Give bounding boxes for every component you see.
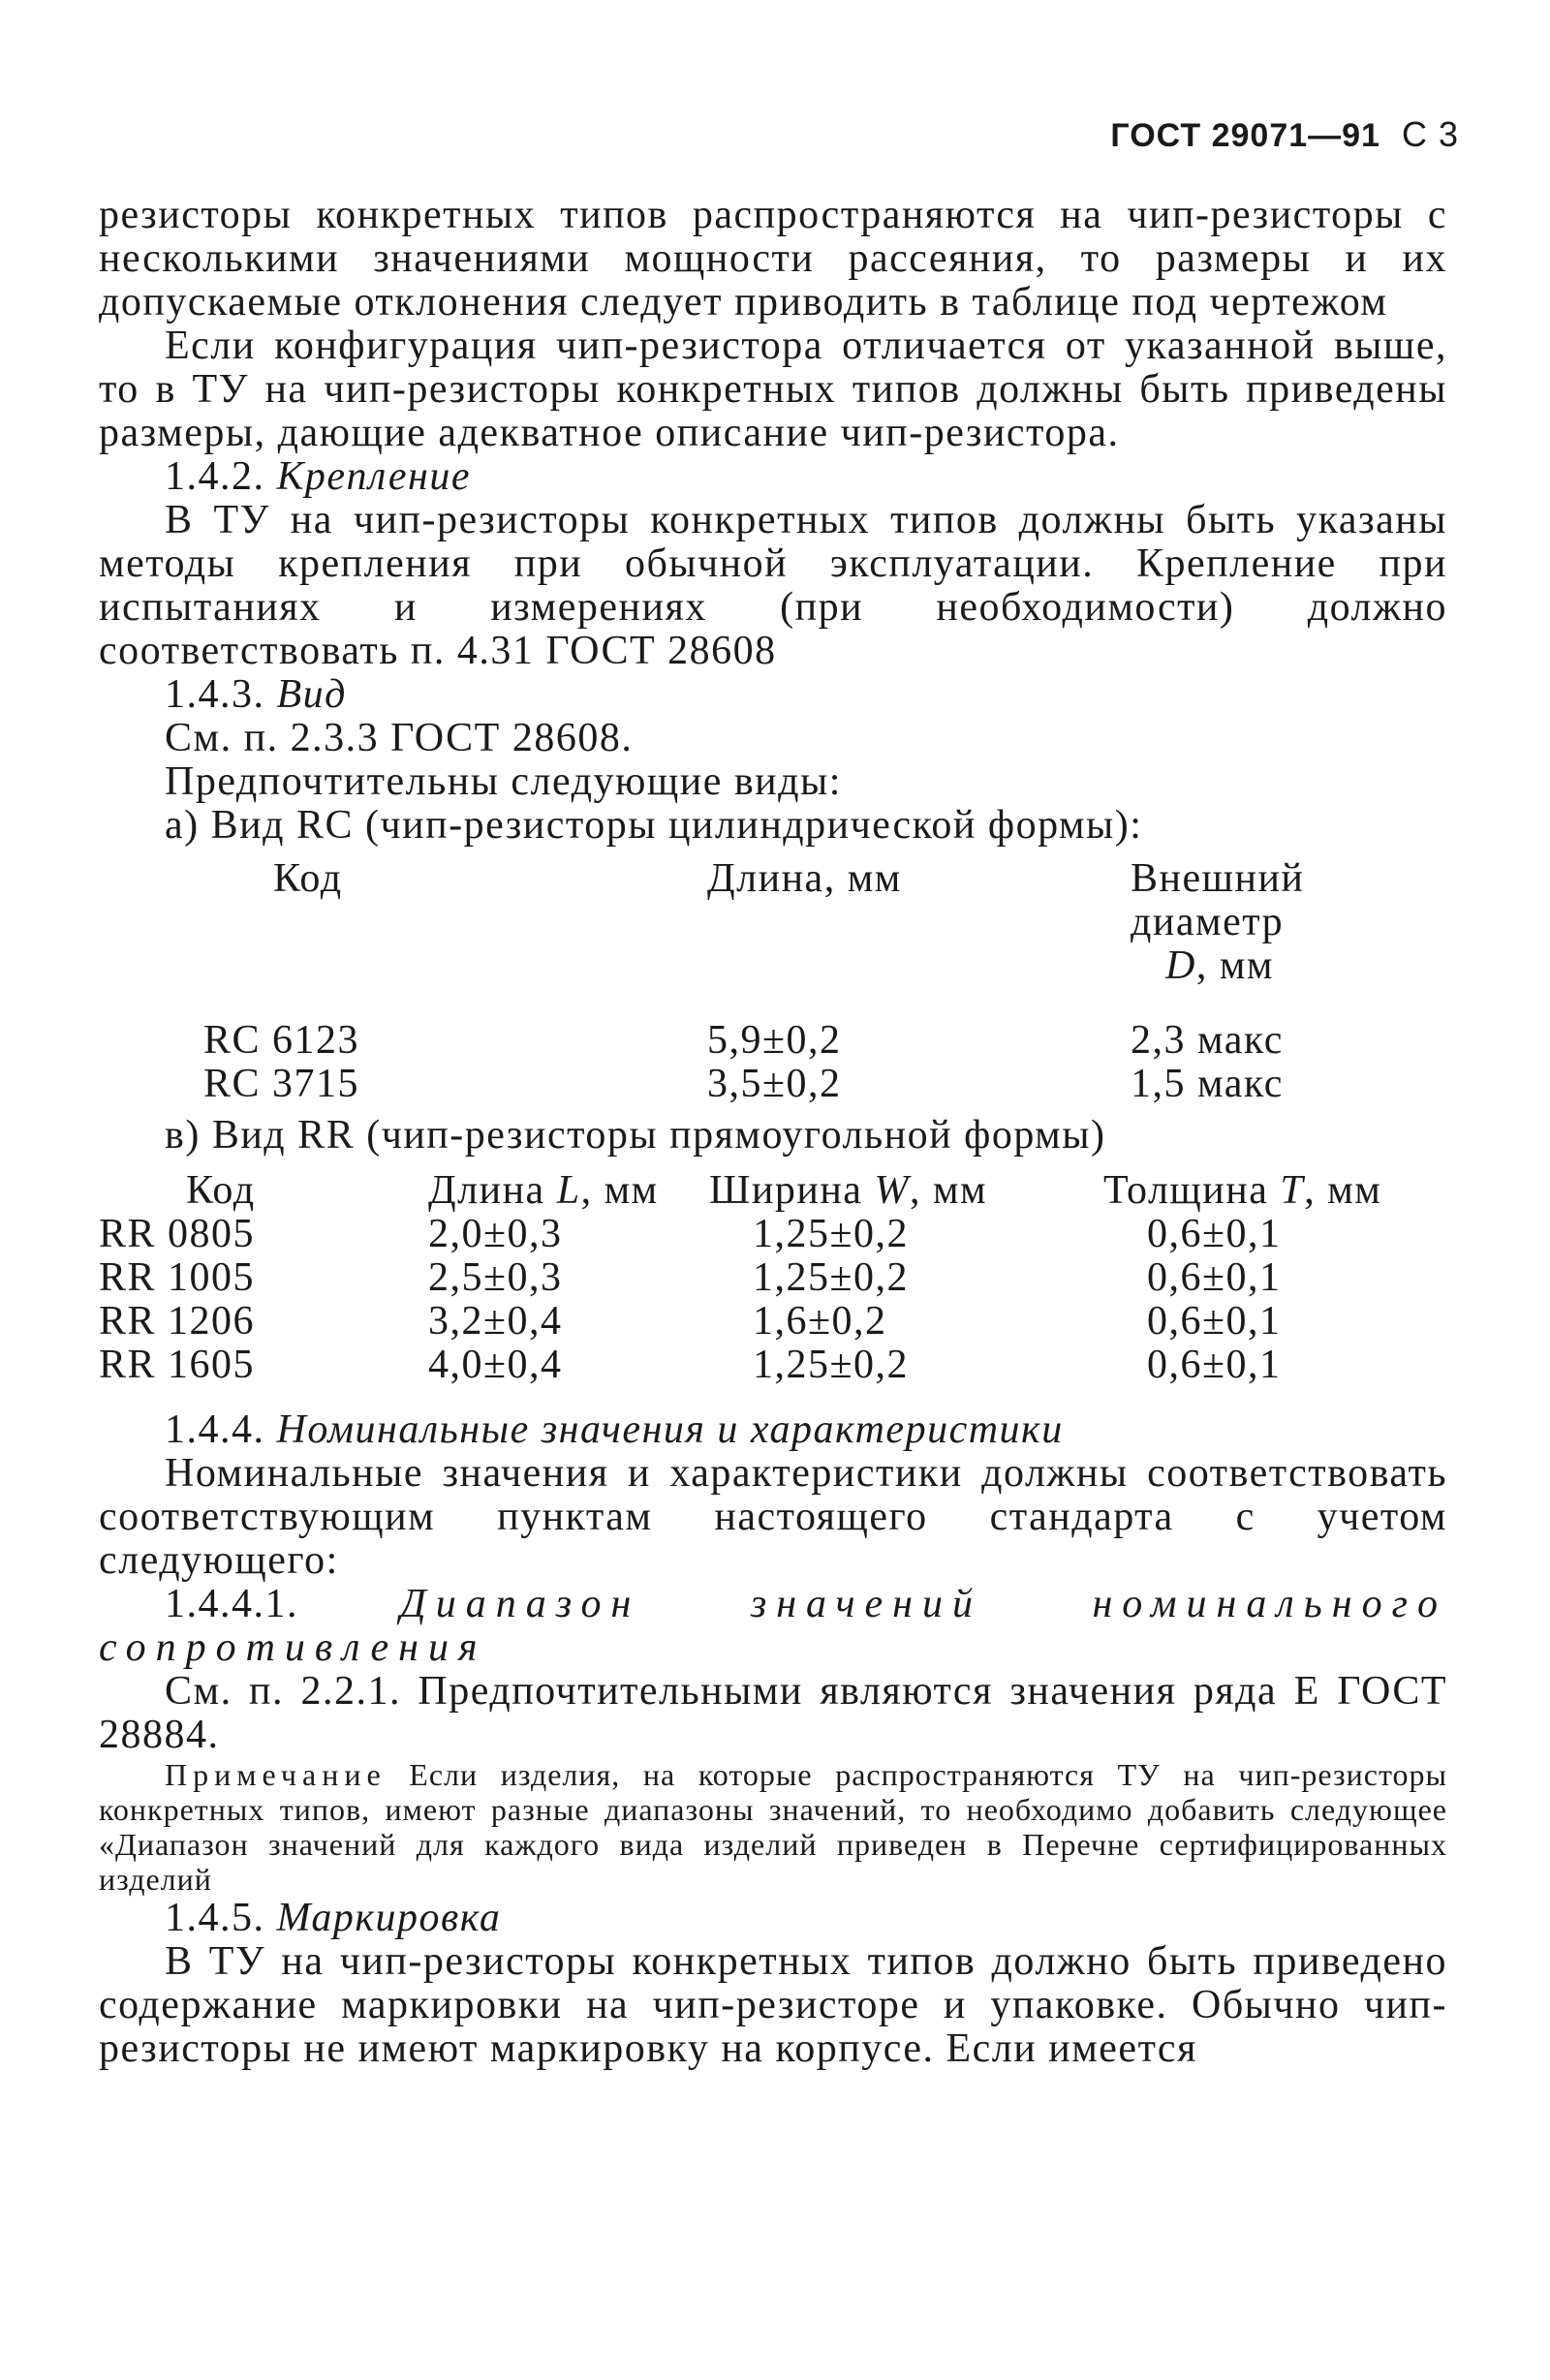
table-cell: 0,6±0,1 xyxy=(1147,1343,1282,1387)
section-number: 1.4.4.1. xyxy=(165,1582,298,1626)
paragraph: В ТУ на чип-резисторы конкретных типов должны быть указаны методы крепления при обычной эксплуатации. Крепление при испытаниях и измерениях (при необходимости) должно соответствовать п. 4.31 ГОСТ 28608 xyxy=(99,498,1447,673)
paragraph: Если конфигурация чип-резистора отличается от указанной выше, то в ТУ на чип-резисторы конкретных типов должны быть приведены размеры, дающие адекватное описание чип-резистора. xyxy=(99,324,1447,455)
paragraph: Предпочтительны следующие виды: xyxy=(165,759,842,804)
note-text: Если изделия, на которые распространяются ТУ на чип-резисторы конкретных типов, имеют разные диапазоны значений, то необходимо добавить следующее «Диапазон значений для каждого вида изделий приведен в Перечне сертифицированных изделий xyxy=(99,1757,1448,1897)
table-header-cell: Толщина T, мм xyxy=(1103,1168,1382,1213)
paragraph: в) Вид RR (чип-резисторы прямоугольной формы) xyxy=(165,1113,1106,1158)
section-title: Номинальные значения и характеристики xyxy=(276,1407,1064,1452)
table-row xyxy=(99,1300,1447,1344)
note-label: Примечание xyxy=(165,1757,387,1792)
table-row xyxy=(99,1063,1304,1106)
section-heading xyxy=(99,1583,1447,1670)
table-cell: 5,9±0,2 xyxy=(707,1018,842,1063)
table-cell: RR 1605 xyxy=(99,1343,256,1387)
table-cell: 1,25±0,2 xyxy=(753,1343,910,1387)
paragraph: Номинальные значения и характеристики должны соответствовать соответствующим пунктам настоящего стандарта с учетом следующего: xyxy=(99,1451,1447,1583)
table-cell: 0,6±0,1 xyxy=(1147,1299,1282,1344)
section-number: 1.4.2. xyxy=(165,454,265,499)
page-number: С 3 xyxy=(1401,114,1459,154)
table-cell: 1,25±0,2 xyxy=(753,1255,910,1300)
section-title: Маркировка xyxy=(276,1896,502,1940)
rc-table xyxy=(99,857,1304,1106)
table-header-cell: Ширина W, мм xyxy=(709,1168,988,1213)
table-cell: RR 1206 xyxy=(99,1299,256,1344)
section-number: 1.4.3. xyxy=(165,672,265,717)
paragraph: См. п. 2.2.1. Предпочтительными являются значения ряда Е ГОСТ 28884. xyxy=(99,1669,1447,1757)
table-cell: 0,6±0,1 xyxy=(1147,1212,1282,1256)
table-cell: RR 0805 xyxy=(99,1212,256,1256)
table-header-row xyxy=(99,857,1304,988)
section-number: 1.4.4. xyxy=(165,1407,265,1452)
table-row xyxy=(99,1344,1447,1387)
table-cell: 1,5 макс xyxy=(1131,1062,1284,1106)
section-title: Диапазон значений номинального сопротивления xyxy=(99,1582,1447,1670)
table-cell: 4,0±0,4 xyxy=(428,1343,563,1387)
table-cell: RC 3715 xyxy=(203,1062,360,1106)
table-cell: 0,6±0,1 xyxy=(1147,1255,1282,1300)
table-cell: 3,2±0,4 xyxy=(428,1299,563,1344)
table-row xyxy=(99,1213,1447,1256)
document-body xyxy=(99,194,1447,2071)
table-header-cell: Внешний диаметр D, мм xyxy=(1131,856,1305,988)
section-heading xyxy=(99,673,1447,717)
section-heading xyxy=(99,1897,1447,1940)
table-header-cell: Код xyxy=(186,1168,256,1213)
table-cell: RR 1005 xyxy=(99,1255,256,1300)
note xyxy=(99,1757,1447,1897)
table-cell: 1,25±0,2 xyxy=(753,1212,910,1256)
paragraph: резисторы конкретных типов распространяются на чип-резисторы с несколькими значениями мощности рассеяния, то размеры и их допускаемые отклонения следует приводить в таблице под чертежом xyxy=(99,193,1447,325)
table-header-row xyxy=(99,1169,1447,1213)
table-header-cell: Код xyxy=(273,856,343,901)
table-cell: 1,6±0,2 xyxy=(753,1299,887,1344)
table-cell: RC 6123 xyxy=(203,1018,360,1063)
table-cell: 3,5±0,2 xyxy=(707,1062,842,1106)
page-header xyxy=(1110,114,1459,155)
paragraph: В ТУ на чип-резисторы конкретных типов должно быть приведено содержание маркировки на чип-резисторе и упаковке. Обычно чип-резисторы не имеют маркировку на корпусе. Если имеется xyxy=(99,1939,1447,2071)
section-number: 1.4.5. xyxy=(165,1896,265,1940)
table-cell: 2,0±0,3 xyxy=(428,1212,563,1256)
table-row xyxy=(99,1256,1447,1300)
table-header-cell: Длина L, мм xyxy=(428,1168,659,1213)
section-title: Крепление xyxy=(276,454,472,499)
table-cell: 2,3 макс xyxy=(1131,1018,1284,1063)
paragraph: См. п. 2.3.3 ГОСТ 28608. xyxy=(165,716,634,760)
paragraph: а) Вид RC (чип-резисторы цилиндрической формы): xyxy=(165,803,1143,848)
standard-number: ГОСТ 29071—91 xyxy=(1110,117,1380,154)
section-heading xyxy=(99,455,1447,499)
rr-table xyxy=(99,1169,1447,1387)
table-row xyxy=(99,1019,1304,1063)
section-title: Вид xyxy=(276,672,347,717)
table-header-cell: Длина, мм xyxy=(707,856,902,901)
table-cell: 2,5±0,3 xyxy=(428,1255,563,1300)
section-heading xyxy=(99,1408,1447,1452)
